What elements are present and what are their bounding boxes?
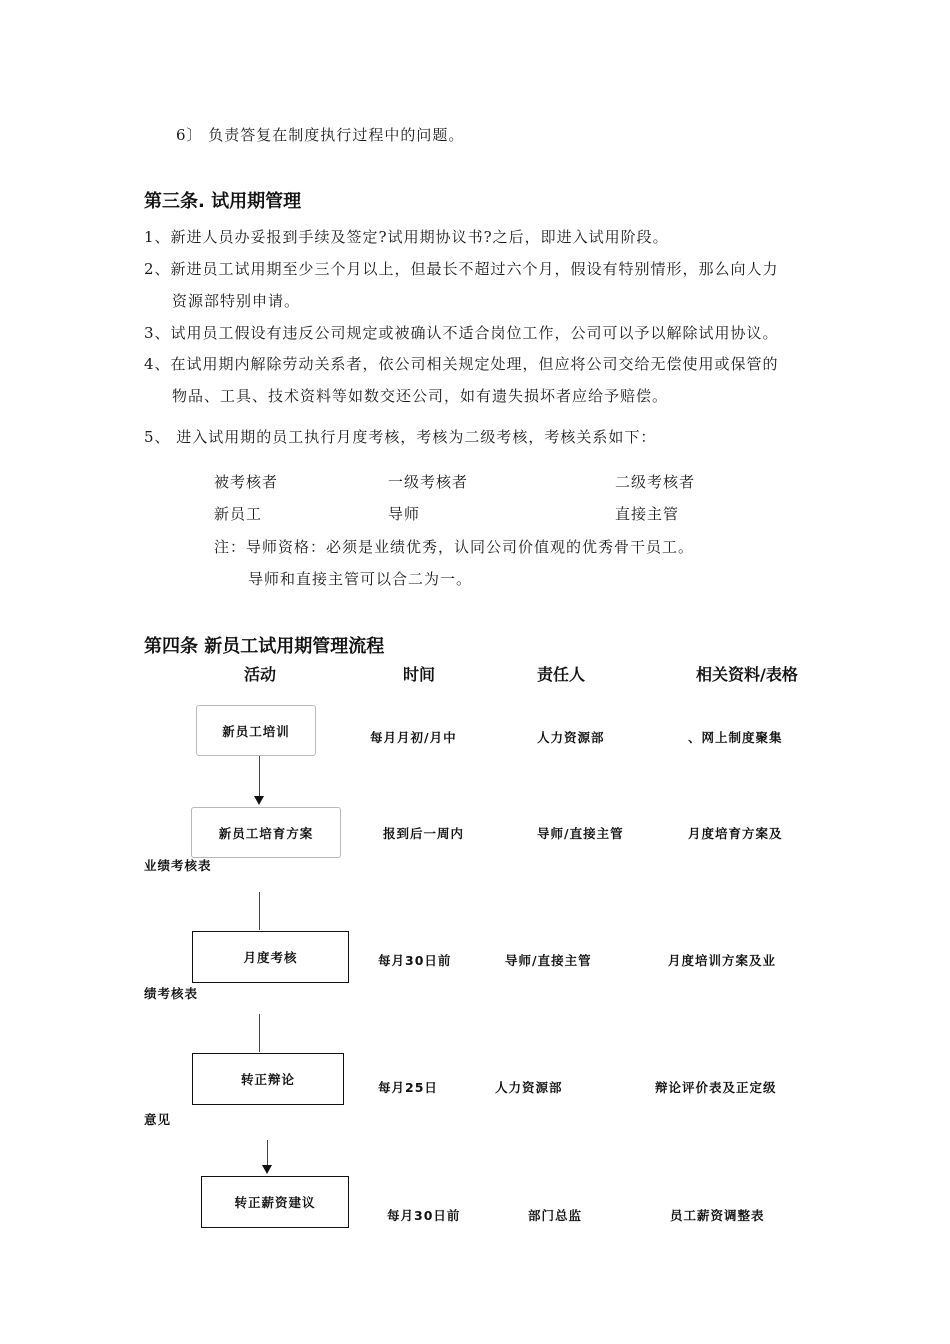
flow-step-2-time: 报到后一周内	[383, 826, 465, 841]
flow-step-4-documents: 辩论评价表及正定级	[655, 1080, 777, 1095]
table-cell-new-employee: 新员工	[214, 505, 263, 523]
flow-step-3-documents-cont: 绩考核表	[144, 986, 199, 1001]
section3-item-3: 3、试用员工假设有违反公司规定或被确认不适合岗位工作，公司可以予以解除试用协议。	[144, 324, 779, 342]
column-header-documents: 相关资料/表格	[696, 665, 798, 684]
flow-step-4-documents-cont: 意见	[144, 1112, 172, 1127]
flow-step-1-label: 新员工培训	[222, 723, 290, 739]
table-cell-mentor: 导师	[388, 505, 421, 523]
flow-step-2-owner: 导师/直接主管	[537, 826, 624, 841]
flow-step-4-time: 每月25日	[378, 1080, 438, 1095]
flow-step-1-documents: 、网上制度聚集	[688, 730, 783, 745]
flow-step-1-time: 每月月初/月中	[370, 730, 457, 745]
flow-step-4-owner: 人力资源部	[495, 1080, 563, 1095]
flow-connector-1	[259, 756, 260, 797]
flow-arrow-1	[254, 796, 264, 805]
table-cell-direct-supervisor: 直接主管	[615, 505, 680, 523]
flow-connector-4	[267, 1140, 268, 1165]
flow-step-2-box	[191, 807, 341, 858]
flow-step-3-label: 月度考核	[243, 950, 298, 965]
flow-step-3-time: 每月30日前	[378, 953, 452, 968]
flow-step-5-documents: 员工薪资调整表	[670, 1208, 765, 1223]
section3-title: 第三条. 试用期管理	[144, 191, 302, 212]
flow-step-3-owner: 导师/直接主管	[505, 953, 592, 968]
flow-step-5-owner: 部门总监	[528, 1208, 583, 1223]
table-header-second-assessor: 二级考核者	[615, 473, 696, 491]
table-header-assessee: 被考核者	[214, 473, 279, 491]
flow-step-2-documents-cont: 业绩考核表	[144, 858, 212, 873]
flow-step-2-label: 新员工培育方案	[218, 825, 314, 841]
flow-step-2-documents: 月度培育方案及	[688, 826, 783, 841]
note-line-1: 注：导师资格：必须是业绩优秀，认同公司价值观的优秀骨干员工。	[214, 538, 695, 556]
flow-step-1-owner: 人力资源部	[537, 730, 605, 745]
flow-step-1-box	[196, 705, 316, 756]
section3-item-1: 1、新进人员办妥报到手续及签定?试用期协议书?之后，即进入试用阶段。	[144, 228, 669, 246]
column-header-activity: 活动	[244, 665, 277, 684]
flow-step-3-documents: 月度培训方案及业	[668, 953, 777, 968]
flow-connector-3	[259, 1014, 260, 1052]
section3-item-2-cont: 资源部特别申请。	[172, 292, 301, 310]
note-line-2: 导师和直接主管可以合二为一。	[248, 570, 473, 588]
section3-item-4-cont: 物品、工具、技术资料等如数交还公司，如有遗失损坏者应给予赔偿。	[172, 387, 669, 405]
flow-step-4-box	[192, 1053, 344, 1105]
flow-arrow-4	[262, 1165, 272, 1174]
flow-step-3-box	[192, 931, 349, 983]
flow-step-4-label: 转正辩论	[240, 1072, 295, 1087]
column-header-owner: 责任人	[537, 665, 586, 684]
flow-connector-2	[259, 892, 260, 930]
section3-item-2: 2、新进员工试用期至少三个月以上，但最长不超过六个月，假设有特别情形，那么向人力	[144, 260, 779, 278]
flow-step-5-time: 每月30日前	[387, 1208, 461, 1223]
flow-step-5-label: 转正薪资建议	[234, 1195, 316, 1210]
section3-item-5: 5、 进入试用期的员工执行月度考核，考核为二级考核，考核关系如下：	[144, 428, 657, 446]
section3-item-4: 4、在试用期内解除劳动关系者，依公司相关规定处理，但应将公司交给无偿使用或保管的	[144, 355, 779, 373]
table-header-first-assessor: 一级考核者	[388, 473, 469, 491]
flow-step-5-box	[201, 1176, 349, 1228]
column-header-time: 时间	[403, 665, 436, 684]
item-6-text: 6〕 负责答复在制度执行过程中的问题。	[176, 126, 465, 144]
section4-title: 第四条 新员工试用期管理流程	[144, 636, 385, 657]
